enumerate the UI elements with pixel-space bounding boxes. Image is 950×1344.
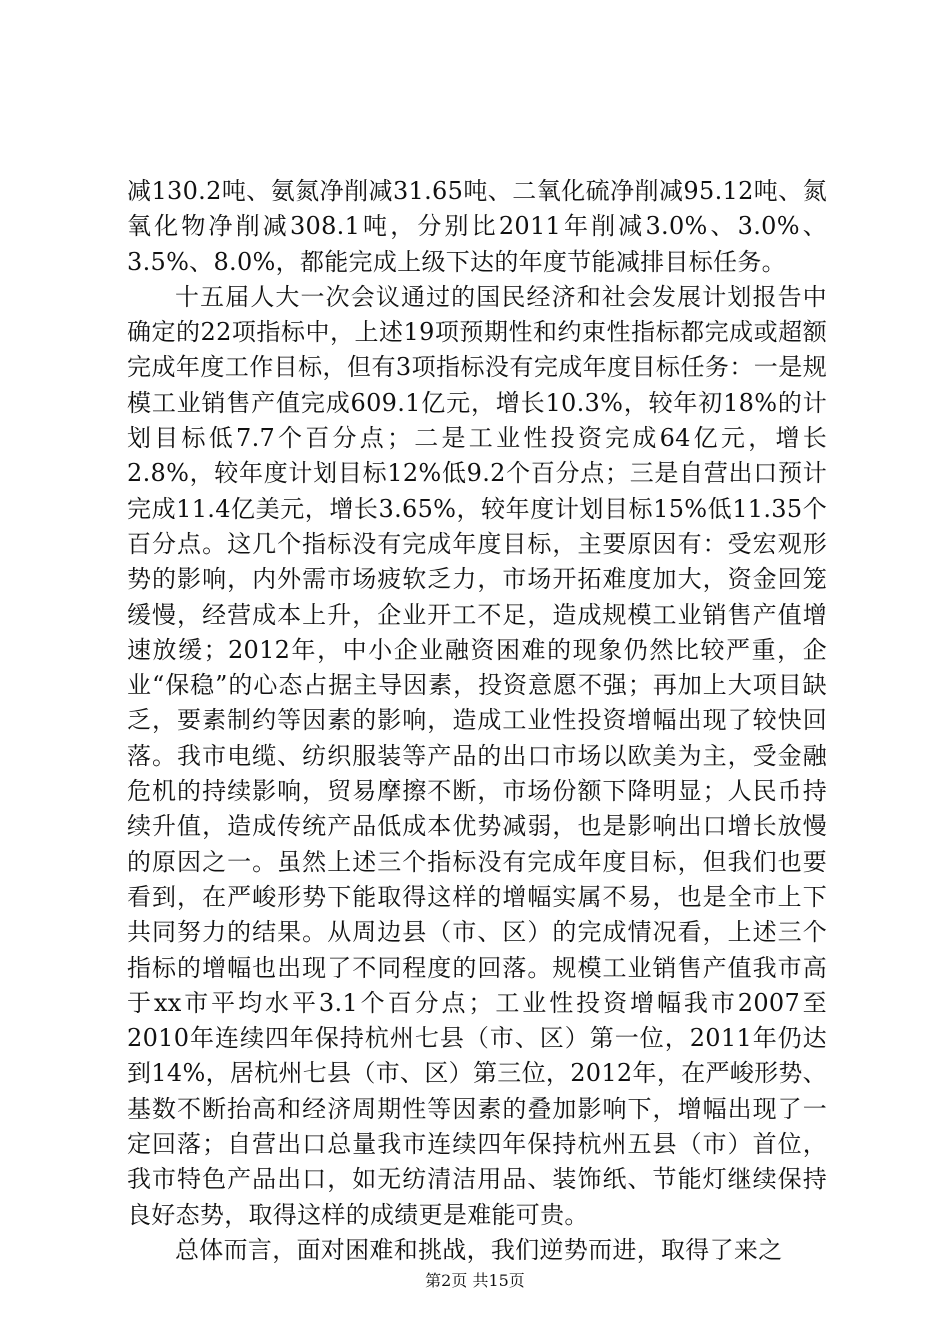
page-number-footer: 第2页 共15页 [425,1271,525,1290]
document-body [127,174,827,1268]
paragraph-overall-summary: 总体而言，面对困难和挑战，我们逆势而进，取得了来之 [175,1235,783,1264]
paragraph-indicator-analysis: 十五届人大一次会议通过的国民经济和社会发展计划报告中确定的22项指标中，上述19项预期性和约束性指标都完成或超额完成年度工作目标，但有3项指标没有完成年度目标任务：一是规模工业销售产值完成609.1亿元，增长10.3%，较年初18%的计划目标低7.7个百分点；二是工业性投资完成64亿元，增长2.8%，较年度计划目标12%低9.2个百分点；三是自营出口预计完成11.4亿美元，增长3.65%，较年度计划目标15%低11.35个百分点。这几个指标没有完成年度目标，主要原因有：受宏观形势的影响，内外需市场疲软乏力，市场开拓难度加大，资金回笼缓慢，经营成本上升，企业开工不足，造成规模工业销售产值增速放缓；2012年，中小企业融资困难的现象仍然比较严重，企业“保稳”的心态占据主导因素，投资意愿不强；再加上大项目缺乏，要素制约等因素的影响，造成工业性投资增幅出现了较快回落。我市电缆、纺织服装等产品的出口市场以欧美为主，受金融危机的持续影响，贸易摩擦不断，市场份额下降明显；人民币持续升值，造成传统产品低成本优势减弱，也是影响出口增长放慢的原因之一。虽然上述三个指标没有完成年度目标，但我们也要看到，在严峻形势下能取得这样的增幅实属不易，也是全市上下共同努力的结果。从周边县（市、区）的完成情况看，上述三个指标的增幅也出现了不同程度的回落。规模工业销售产值我市高于xx市平均水平3.1个百分点；工业性投资增幅我市2007至2010年连续四年保持杭州七县（市、区）第一位，2011年仍达到14%，居杭州七县（市、区）第三位，2012年，在严峻形势、基数不断抬高和经济周期性等因素的叠加影响下，增幅出现了一定回落；自营出口总量我市连续四年保持杭州五县（市）首位，我市特色产品出口，如无纺清洁用品、装饰纸、节能灯继续保持良好态势，取得这样的成绩更是难能可贵。 [127,282,827,1229]
paragraph-emissions-summary: 减130.2吨、氨氮净削减31.65吨、二氧化硫净削减95.12吨、氮氧化物净削减308.1吨，分别比2011年削减3.0%、3.0%、3.5%、8.0%，都能完成上级下达的年度节能减排目标任务。 [127,177,827,276]
